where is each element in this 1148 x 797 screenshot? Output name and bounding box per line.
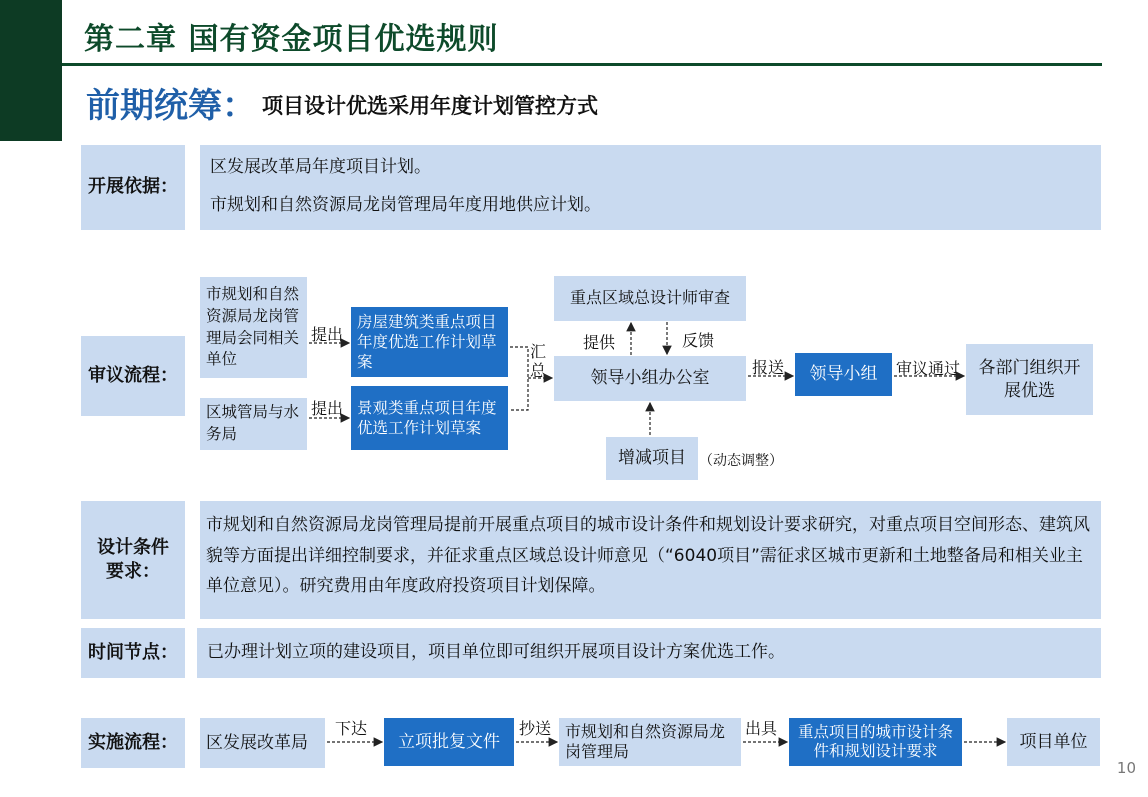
review-label: 审议流程： [81,336,185,416]
impl-step-development-bureau: 区发展改革局 [200,718,325,768]
section-subtitle: 项目设计优选采用年度计划管控方式 [262,94,598,118]
impl-step-planning-bureau: 市规划和自然资源局龙岗管理局 [559,718,741,766]
feedback-label: 反馈 [682,331,715,350]
leader-office: 领导小组办公室 [554,356,746,401]
impl-label: 实施流程： [81,718,185,768]
departments-organize: 各部门组织开展优选 [966,344,1093,415]
draft-landscape-plan: 景观类重点项目年度优选工作计划草案 [351,386,508,450]
submit-label-2: 提出 [311,399,344,418]
impl-arrow-label-3: 出具 [745,719,778,738]
section-title: 前期统筹： [86,86,256,126]
timing-content: 已办理计划立项的建设项目，项目单位即可组织开展项目设计方案优选工作。 [197,628,1101,678]
source-unit-planning: 市规划和自然资源局龙岗管理局会同相关单位 [200,277,307,378]
impl-step-design-requirements: 重点项目的城市设计条件和规划设计要求 [789,718,962,766]
chief-designer-review: 重点区域总设计师审查 [554,276,746,321]
adjust-note: （动态调整） [699,453,783,469]
draft-building-plan: 房屋建筑类重点项目年度优选工作计划草案 [351,307,508,377]
leader-group: 领导小组 [795,353,892,396]
provide-label: 提供 [583,333,616,352]
design-label: 设计条件要求： [81,501,185,619]
submit-label-1: 提出 [311,325,344,344]
design-content: 市规划和自然资源局龙岗管理局提前开展重点项目的城市设计条件和规划设计要求研究，对重点项目空间形态、建筑风貌等方面提出详细控制要求，并征求重点区域总设计师意见（“6040项目”需征求区城市更新和土地整备局和相关业主单位意见）。研究费用由年度政府投资项目计划保障。 [200,501,1101,619]
approved-label: 审议通过 [896,359,961,378]
basis-label: 开展依据： [81,145,185,230]
basis-line-1: 区发展改革局年度项目计划。 [210,157,431,177]
adjust-projects: 增减项目 [606,437,698,480]
timing-label: 时间节点： [81,628,185,678]
aggregate-bracket [510,347,528,410]
basis-line-2: 市规划和自然资源局龙岗管理局年度用地供应计划。 [210,194,601,215]
impl-arrow-label-1: 下达 [335,719,368,738]
page-number: 10 [1116,759,1136,777]
impl-step-approval-document: 立项批复文件 [384,718,514,766]
chapter-title: 第二章 国有资金项目优选规则 [84,22,499,57]
report-label: 报送 [752,358,785,377]
aggregate-label: 汇总 [530,342,547,381]
impl-arrow-label-2: 抄送 [519,719,552,738]
source-unit-city-water: 区城管局与水务局 [200,398,307,450]
impl-step-project-unit: 项目单位 [1007,718,1100,766]
